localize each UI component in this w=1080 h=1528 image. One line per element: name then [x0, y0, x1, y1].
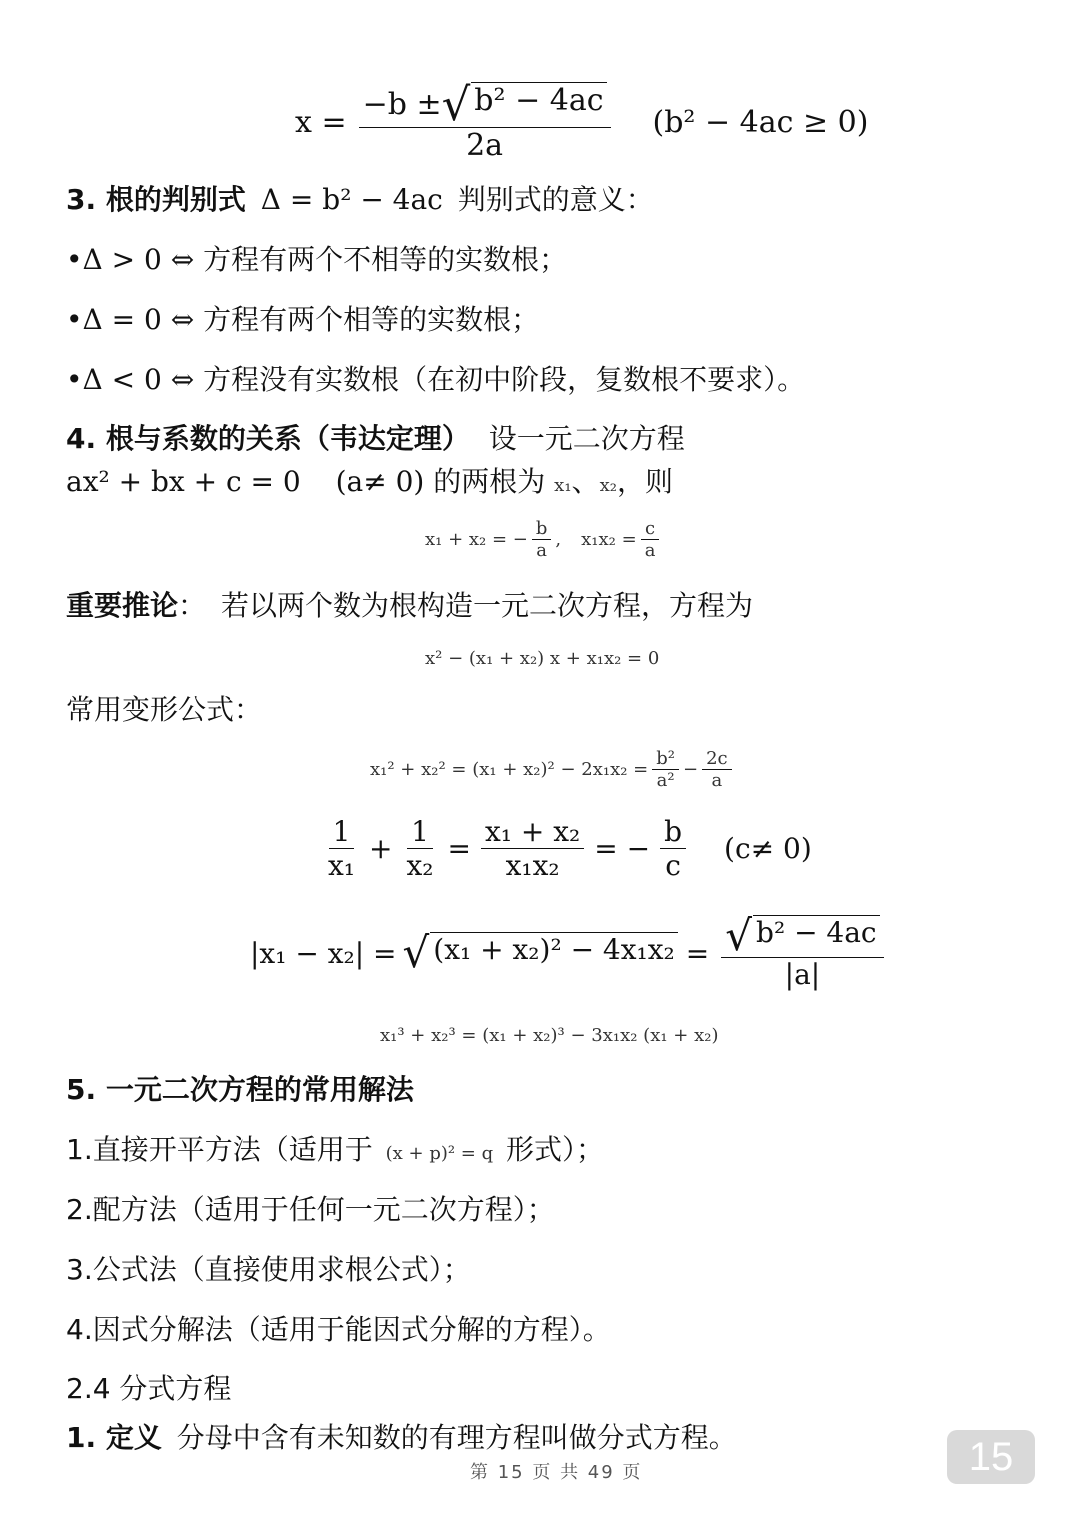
inference-colon: ：	[178, 589, 207, 622]
definition-text: 分母中含有未知数的有理方程叫做分式方程。	[176, 1421, 737, 1454]
inference-text: 若以两个数为根构造一元二次方程，方程为	[220, 589, 753, 622]
roots-sep: 、	[571, 465, 600, 498]
formula-num-pre: −b ±	[362, 87, 442, 122]
f1-fraction-1: $\frac{\text{b²}}{\text{a²}}$	[652, 748, 679, 791]
root-x1: x₁	[554, 475, 572, 496]
vieta-sum-fraction: $\frac{b}{a}$	[532, 518, 552, 561]
vieta-prod: x₁x₂ =	[581, 529, 637, 550]
formula-lhs: x =	[295, 105, 347, 140]
sqrt-sign: √ b² − 4ac	[725, 915, 879, 957]
f1-fraction-2: $\frac{2c}{a}$	[702, 748, 732, 791]
common-heading: 常用变形公式：	[66, 693, 263, 726]
transform-formula-2: $\frac{1}{\text{x₁}}$ + $\frac{1}{\text{x₂}}$ = $\frac{\text{x₁ + x₂}}{\text{x₁x₂}}$ = − $\frac{b}{c}$ (c≠ 0)	[328, 815, 812, 882]
roots-text: 的两根为	[433, 465, 546, 498]
sqrt-sign: √ b² − 4ac	[442, 82, 607, 127]
section-4-tail: 设一元二次方程	[488, 422, 685, 455]
bullet-3-math: •Δ < 0 ⇔	[66, 363, 195, 396]
sqrt-sign: √ (x₁ + x₂)² − 4x₁x₂	[403, 932, 678, 974]
root-x2: x₂	[599, 475, 617, 496]
definition-label: 1. 定义	[66, 1421, 162, 1454]
bullet-1-text: 方程有两个不相等的实数根；	[203, 243, 568, 276]
inference-equation: x² − (x₁ + x₂) x + x₁x₂ = 0	[425, 648, 660, 669]
method-4: 4.因式分解法（适用于能因式分解的方程）。	[66, 1313, 611, 1346]
discriminant-formula: Δ = b² − 4ac	[260, 183, 443, 216]
section-4-equation-line	[66, 465, 673, 498]
page-number-badge: 15	[947, 1430, 1035, 1484]
method-2: 2.配方法（适用于任何一元二次方程）；	[66, 1193, 555, 1226]
method-3: 3.公式法（直接使用求根公式）；	[66, 1253, 471, 1286]
section-2-4-heading: 2.4 分式方程	[66, 1372, 232, 1405]
method-1-math: (x + p)² = q	[385, 1143, 494, 1164]
bullet-2-math: •Δ = 0 ⇔	[66, 303, 195, 336]
inference-line	[66, 589, 753, 622]
bullet-3	[66, 363, 806, 396]
section-3-heading: 3. 根的判别式	[66, 183, 246, 216]
bullet-3-text: 方程没有实数根（在初中阶段，复数根不要求）。	[203, 363, 806, 396]
section-4-line	[66, 422, 685, 455]
page-footer: 第 15 页 共 49 页	[470, 1462, 643, 1483]
vieta-comma: ,	[555, 529, 562, 550]
section-3-line	[66, 183, 654, 216]
vieta-formulas	[425, 518, 663, 561]
section-3-tail: 判别式的意义：	[457, 183, 654, 216]
general-equation: ax² + bx + c = 0	[66, 465, 301, 498]
definition-line	[66, 1421, 737, 1454]
general-equation-cond: (a≠ 0)	[335, 465, 425, 498]
formula-den: 2a	[466, 128, 504, 163]
vieta-sum: x₁ + x₂ = −	[425, 529, 528, 550]
section-4-heading: 4. 根与系数的关系（韦达定理）	[66, 422, 470, 455]
formula-fraction	[359, 78, 611, 163]
quadratic-formula	[295, 78, 869, 163]
method-1: 1.直接开平方法（适用于 (x + p)² = q 形式）；	[66, 1133, 605, 1166]
bullet-2-text: 方程有两个相等的实数根；	[203, 303, 540, 336]
formula-cond: (b² − 4ac ≥ 0)	[652, 105, 869, 140]
vieta-prod-fraction: $\frac{c}{a}$	[641, 518, 660, 561]
roots-then: ，则	[616, 465, 673, 498]
bullet-2	[66, 303, 540, 336]
transform-formula-4: x₁³ + x₂³ = (x₁ + x₂)³ − 3x₁x₂ (x₁ + x₂)	[380, 1025, 719, 1046]
bullet-1	[66, 243, 568, 276]
inference-heading: 重要推论	[66, 589, 179, 622]
section-5-heading: 5. 一元二次方程的常用解法	[66, 1073, 414, 1106]
transform-formula-3: |x₁ − x₂| = √ (x₁ + x₂)² − 4x₁x₂ = √ b² − 4ac |a|	[250, 915, 888, 991]
formula-num-radicand: b² − 4ac	[471, 82, 606, 127]
bullet-1-math: •Δ > 0 ⇔	[66, 243, 195, 276]
transform-formula-1: x₁² + x₂² = (x₁ + x₂)² − 2x₁x₂ = $\frac{\text{b²}}{\text{a²}}$ − $\frac{2c}{a}$	[370, 748, 736, 791]
